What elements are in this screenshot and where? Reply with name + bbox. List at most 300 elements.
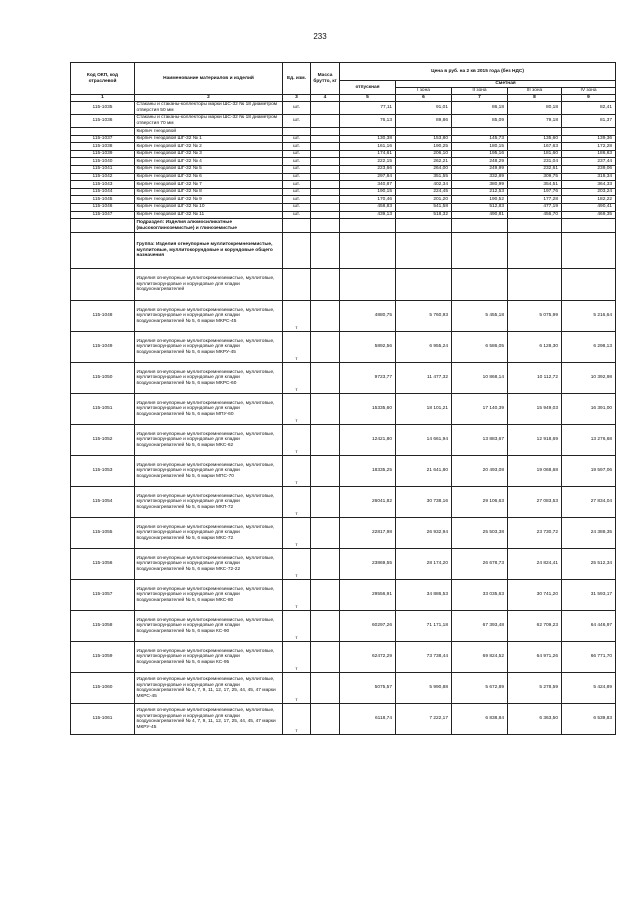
name-cell: Стаканы и стаканы-коллекторы марки ШС-32 № 18 диаметром отверстия 50 мм xyxy=(135,102,283,115)
code-cell: 115-1046 xyxy=(71,203,135,211)
header-unit: Ед. изм. xyxy=(283,63,311,95)
zone3-price-cell: 456,70 xyxy=(508,211,562,219)
name-cell: Изделия огнеупорные муллитокремнеземистые, муллитовые, муллитокорундовые и корундовые для кладки воздухонагревателей № 5, 6 марки МПУ-60 xyxy=(135,394,283,425)
unit-cell: т xyxy=(283,580,311,611)
zone4-price-cell: 186,63 xyxy=(562,150,616,158)
mass-cell xyxy=(311,158,340,166)
mass-cell xyxy=(311,135,340,143)
zone4-price-cell: 19 597,06 xyxy=(562,456,616,487)
name-cell: Стаканы и стаканы-коллекторы марки ШС-32 № 18 диаметром отверстия 70 мм xyxy=(135,115,283,128)
zone2-price-cell: 490,81 xyxy=(452,211,508,219)
zone2-price-cell: 85,09 xyxy=(452,115,508,128)
zone2-price-cell: 33 035,63 xyxy=(452,580,508,611)
code-cell: 115-1055 xyxy=(71,518,135,549)
table-row xyxy=(71,165,616,173)
zone1-price-cell: 91,01 xyxy=(396,102,452,115)
zone2-price-cell: 5 672,89 xyxy=(452,673,508,704)
page-number: 233 xyxy=(313,32,327,41)
zone3-price-cell: 27 083,53 xyxy=(508,487,562,518)
mass-cell xyxy=(311,363,340,394)
code-cell: 115-1036 xyxy=(71,115,135,128)
zone2-price-cell: 86,18 xyxy=(452,102,508,115)
mass-cell xyxy=(311,188,340,196)
unit-cell: шт. xyxy=(283,211,311,219)
release-price-cell: 9723,77 xyxy=(340,363,396,394)
zone3-price-cell: 5 278,59 xyxy=(508,673,562,704)
zone4-price-cell: 318,34 xyxy=(562,173,616,181)
column-number: 6 xyxy=(396,95,452,102)
table-row xyxy=(71,301,616,332)
code-cell: 115-1040 xyxy=(71,158,135,166)
header-name: Наименование материалов и изделий xyxy=(135,63,283,95)
zone2-price-cell: 17 140,39 xyxy=(452,394,508,425)
name-cell: Кирпич гнездовой ШГ-32 № 5 xyxy=(135,165,283,173)
name-cell: Кирпич гнездовой ШГ-32 № 10 xyxy=(135,203,283,211)
name-cell: Изделия огнеупорные муллитокремнеземистые, муллитовые, муллитокорундовые и корундовые для кладки воздухонагревателей № 5, 6 марки МКРУ-45 xyxy=(135,332,283,363)
release-price-cell: 12421,80 xyxy=(340,425,396,456)
code-cell: 115-1045 xyxy=(71,196,135,204)
zone4-price-cell: 239,06 xyxy=(562,165,616,173)
release-price-cell: 174,61 xyxy=(340,150,396,158)
code-cell: 115-1038 xyxy=(71,143,135,151)
unit-cell: шт. xyxy=(283,102,311,115)
zone3-price-cell: 62 709,23 xyxy=(508,611,562,642)
zone1-price-cell: 5 990,88 xyxy=(396,673,452,704)
zone3-price-cell: 197,76 xyxy=(508,188,562,196)
zone4-price-cell: 490,41 xyxy=(562,203,616,211)
zone2-price-cell: 512,83 xyxy=(452,203,508,211)
zone4-price-cell: 172,28 xyxy=(562,143,616,151)
zone4-price-cell: 469,35 xyxy=(562,211,616,219)
zone1-price-cell: 6 955,24 xyxy=(396,332,452,363)
zone3-price-cell: 309,75 xyxy=(508,173,562,181)
zone1-price-cell: 402,34 xyxy=(396,181,452,189)
header-row-1 xyxy=(71,63,616,81)
zone1-price-cell: 14 661,94 xyxy=(396,425,452,456)
unit-cell: шт. xyxy=(283,158,311,166)
group-title-brick: Кирпич гнездовой xyxy=(135,128,283,136)
column-number: 5 xyxy=(340,95,396,102)
mass-cell xyxy=(311,487,340,518)
mass-cell xyxy=(311,165,340,173)
table-row xyxy=(71,673,616,704)
zone3-price-cell: 181,60 xyxy=(508,150,562,158)
zone3-price-cell: 19 068,68 xyxy=(508,456,562,487)
release-price-cell: 5892,56 xyxy=(340,332,396,363)
subgroup-row xyxy=(71,269,616,301)
unit-cell: т xyxy=(283,704,311,735)
code-cell: 115-1048 xyxy=(71,301,135,332)
code-cell: 115-1035 xyxy=(71,102,135,115)
table-row xyxy=(71,456,616,487)
zone4-price-cell: 66 771,70 xyxy=(562,642,616,673)
unit-cell: шт. xyxy=(283,196,311,204)
zone4-price-cell: 6 298,13 xyxy=(562,332,616,363)
zone3-price-cell: 6 363,50 xyxy=(508,704,562,735)
release-price-cell: 15335,60 xyxy=(340,394,396,425)
zone2-price-cell: 25 503,38 xyxy=(452,518,508,549)
unit-cell: т xyxy=(283,549,311,580)
column-numbers-row xyxy=(71,95,616,102)
release-price-cell: 190,15 xyxy=(340,188,396,196)
table-row xyxy=(71,115,616,128)
mass-cell xyxy=(311,173,340,181)
brick-rows xyxy=(71,135,616,219)
zone2-price-cell: 190,52 xyxy=(452,196,508,204)
zone1-price-cell: 11 477,32 xyxy=(396,363,452,394)
zone2-price-cell: 248,29 xyxy=(452,158,508,166)
name-cell: Изделия огнеупорные муллитокремнеземистые, муллитовые, муллитокорундовые и корундовые для кладки воздухонагревателей № 5, 6 марки МКРС-45 xyxy=(135,301,283,332)
table-row xyxy=(71,181,616,189)
zone2-price-cell: 195,16 xyxy=(452,150,508,158)
zone4-price-cell: 139,36 xyxy=(562,135,616,143)
top-rows xyxy=(71,102,616,128)
table-row xyxy=(71,549,616,580)
unit-cell: шт. xyxy=(283,173,311,181)
column-number: 4 xyxy=(311,95,340,102)
code-cell: 115-1058 xyxy=(71,611,135,642)
subgroup-title: Изделия огнеупорные муллитокремнеземистые, муллитовые, муллитокорундовые и корундовые для кладки воздухонагревателей xyxy=(135,269,283,301)
header-release: отпускная xyxy=(340,81,396,95)
code-cell: 115-1057 xyxy=(71,580,135,611)
zone4-price-cell: 64 446,97 xyxy=(562,611,616,642)
unit-cell: т xyxy=(283,332,311,363)
unit-cell: шт. xyxy=(283,135,311,143)
header-zone1: I зона xyxy=(396,88,452,95)
table-row xyxy=(71,332,616,363)
code-cell: 115-1061 xyxy=(71,704,135,735)
table-row xyxy=(71,425,616,456)
table-row xyxy=(71,518,616,549)
zone4-price-cell: 25 512,34 xyxy=(562,549,616,580)
zone3-price-cell: 79,18 xyxy=(508,115,562,128)
name-cell: Изделия огнеупорные муллитокремнеземистые, муллитовые, муллитокорундовые и корундовые для кладки воздухонагревателей № 5, 6 марки МКРС-60 xyxy=(135,363,283,394)
name-cell: Изделия огнеупорные муллитокремнеземистые, муллитовые, муллитокорундовые и корундовые для кладки воздухонагревателей № 4, 7, 9, 11, 12, 17, 25, 44, 45, 47 марки МКРС-45 xyxy=(135,673,283,704)
zone1-price-cell: 153,80 xyxy=(396,135,452,143)
table-row xyxy=(71,704,616,735)
table-row xyxy=(71,135,616,143)
release-price-cell: 222,15 xyxy=(340,158,396,166)
zone1-price-cell: 7 222,17 xyxy=(396,704,452,735)
column-number: 3 xyxy=(283,95,311,102)
name-cell: Изделия огнеупорные муллитокремнеземистые, муллитовые, муллитокорундовые и корундовые для кладки воздухонагревателей № 5, 6 марки МКС-80 xyxy=(135,580,283,611)
zone1-price-cell: 264,00 xyxy=(396,165,452,173)
name-cell: Изделия огнеупорные муллитокремнеземистые, муллитовые, муллитокорундовые и корундовые для кладки воздухонагревателей № 5, 6 марки КС-90 xyxy=(135,611,283,642)
zone4-price-cell: 16 391,00 xyxy=(562,394,616,425)
zone2-price-cell: 26 678,73 xyxy=(452,549,508,580)
unit-cell: шт. xyxy=(283,143,311,151)
table-row xyxy=(71,394,616,425)
name-cell: Изделия огнеупорные муллитокремнеземистые, муллитовые, муллитокорундовые и корундовые для кладки воздухонагревателей № 5, 6 марки КС-95 xyxy=(135,642,283,673)
mass-cell xyxy=(311,642,340,673)
table-row xyxy=(71,642,616,673)
mass-cell xyxy=(311,143,340,151)
column-number: 9 xyxy=(562,95,616,102)
column-number: 1 xyxy=(71,95,135,102)
group-row xyxy=(71,128,616,136)
code-cell: 115-1060 xyxy=(71,673,135,704)
zone1-price-cell: 262,21 xyxy=(396,158,452,166)
unit-cell: шт. xyxy=(283,203,311,211)
zone1-price-cell: 30 738,16 xyxy=(396,487,452,518)
zone3-price-cell: 477,19 xyxy=(508,203,562,211)
table-row xyxy=(71,363,616,394)
release-price-cell: 161,16 xyxy=(340,143,396,151)
zone2-price-cell: 10 868,14 xyxy=(452,363,508,394)
unit-cell: т xyxy=(283,518,311,549)
column-number: 7 xyxy=(452,95,508,102)
zone3-price-cell: 167,63 xyxy=(508,143,562,151)
mass-cell xyxy=(311,704,340,735)
zone1-price-cell: 351,55 xyxy=(396,173,452,181)
zone1-price-cell: 224,45 xyxy=(396,188,452,196)
unit-cell: шт. xyxy=(283,181,311,189)
zone3-price-cell: 6 128,30 xyxy=(508,332,562,363)
code-cell: 115-1041 xyxy=(71,165,135,173)
zone4-price-cell: 31 593,17 xyxy=(562,580,616,611)
code-cell: 115-1056 xyxy=(71,549,135,580)
zone3-price-cell: 5 075,99 xyxy=(508,301,562,332)
mass-cell xyxy=(311,394,340,425)
release-price-cell: 18335,25 xyxy=(340,456,396,487)
name-cell: Кирпич гнездовой ШГ-32 № 1 xyxy=(135,135,283,143)
zone2-price-cell: 249,99 xyxy=(452,165,508,173)
release-price-cell: 223,66 xyxy=(340,165,396,173)
zone2-price-cell: 29 106,63 xyxy=(452,487,508,518)
zone2-price-cell: 380,99 xyxy=(452,181,508,189)
release-price-cell: 6118,74 xyxy=(340,704,396,735)
mass-cell xyxy=(311,301,340,332)
zone3-price-cell: 10 112,72 xyxy=(508,363,562,394)
mass-cell xyxy=(311,332,340,363)
zone2-price-cell: 332,89 xyxy=(452,173,508,181)
zone1-price-cell: 89,86 xyxy=(396,115,452,128)
header-okp: Код ОКП, код отраслевой xyxy=(71,63,135,95)
zone3-price-cell: 80,18 xyxy=(508,102,562,115)
code-cell: 115-1049 xyxy=(71,332,135,363)
release-price-cell: 458,83 xyxy=(340,203,396,211)
table-row xyxy=(71,102,616,115)
header-zone4: IV зона xyxy=(562,88,616,95)
mass-cell xyxy=(311,673,340,704)
table-row xyxy=(71,211,616,219)
table-row xyxy=(71,143,616,151)
name-cell: Кирпич гнездовой ШГ-32 № 8 xyxy=(135,188,283,196)
code-cell: 115-1044 xyxy=(71,188,135,196)
mass-cell xyxy=(311,102,340,115)
zone2-price-cell: 69 824,52 xyxy=(452,642,508,673)
header-estimated: Сметная xyxy=(396,81,616,88)
unit-cell: шт. xyxy=(283,165,311,173)
zone1-price-cell: 201,20 xyxy=(396,196,452,204)
zone1-price-cell: 21 641,80 xyxy=(396,456,452,487)
mass-cell xyxy=(311,611,340,642)
zone3-price-cell: 30 741,20 xyxy=(508,580,562,611)
header-price-title: Цена в руб. на 2 кв 2015 года (без НДС) xyxy=(340,63,616,81)
zone2-price-cell: 13 883,67 xyxy=(452,425,508,456)
zone4-price-cell: 10 392,98 xyxy=(562,363,616,394)
name-cell: Кирпич гнездовой ШГ-32 № 9 xyxy=(135,196,283,204)
table-row xyxy=(71,611,616,642)
mass-cell xyxy=(311,518,340,549)
price-table xyxy=(70,62,616,735)
zone3-price-cell: 24 824,41 xyxy=(508,549,562,580)
table-row xyxy=(71,150,616,158)
name-cell: Кирпич гнездовой ШГ-32 № 2 xyxy=(135,143,283,151)
zone4-price-cell: 364,33 xyxy=(562,181,616,189)
release-price-cell: 130,38 xyxy=(340,135,396,143)
mass-cell xyxy=(311,203,340,211)
code-cell: 115-1042 xyxy=(71,173,135,181)
zone3-price-cell: 231,04 xyxy=(508,158,562,166)
zone1-price-cell: 541,58 xyxy=(396,203,452,211)
zone4-price-cell: 237,44 xyxy=(562,158,616,166)
unit-cell: т xyxy=(283,673,311,704)
name-cell: Изделия огнеупорные муллитокремнеземистые, муллитовые, муллитокорундовые и корундовые для кладки воздухонагревателей № 5, 6 марки МКС-72-22 xyxy=(135,549,283,580)
name-cell: Кирпич гнездовой ШГ-32 № 11 xyxy=(135,211,283,219)
zone4-price-cell: 6 539,83 xyxy=(562,704,616,735)
zone4-price-cell: 182,22 xyxy=(562,196,616,204)
code-cell: 115-1037 xyxy=(71,135,135,143)
code-cell: 115-1053 xyxy=(71,456,135,487)
release-price-cell: 5075,57 xyxy=(340,673,396,704)
zone2-price-cell: 5 455,18 xyxy=(452,301,508,332)
zone3-price-cell: 354,51 xyxy=(508,181,562,189)
name-cell: Изделия огнеупорные муллитокремнеземистые, муллитовые, муллитокорундовые и корундовые для кладки воздухонагревателей № 5, 6 марки МПС-70 xyxy=(135,456,283,487)
mass-cell xyxy=(311,549,340,580)
unit-cell: шт. xyxy=(283,115,311,128)
code-cell: 115-1047 xyxy=(71,211,135,219)
zone1-price-cell: 28 174,20 xyxy=(396,549,452,580)
name-cell: Изделия огнеупорные муллитокремнеземистые, муллитовые, муллитокорундовые и корундовые для кладки воздухонагревателей № 5, 6 марки МКС-62 xyxy=(135,425,283,456)
unit-cell: т xyxy=(283,394,311,425)
zone3-price-cell: 15 949,03 xyxy=(508,394,562,425)
unit-cell: т xyxy=(283,642,311,673)
zone1-price-cell: 5 760,93 xyxy=(396,301,452,332)
zone2-price-cell: 6 838,84 xyxy=(452,704,508,735)
unit-cell: т xyxy=(283,301,311,332)
release-price-cell: 62472,29 xyxy=(340,642,396,673)
zone3-price-cell: 177,28 xyxy=(508,196,562,204)
mass-cell xyxy=(311,211,340,219)
zone1-price-cell: 206,10 xyxy=(396,150,452,158)
table-row xyxy=(71,487,616,518)
subsection-row xyxy=(71,219,616,233)
unit-cell: т xyxy=(283,487,311,518)
zone4-price-cell: 203,24 xyxy=(562,188,616,196)
code-cell: 115-1051 xyxy=(71,394,135,425)
release-price-cell: 29556,91 xyxy=(340,580,396,611)
empty-cell xyxy=(71,128,135,136)
code-cell: 115-1059 xyxy=(71,642,135,673)
unit-cell: шт. xyxy=(283,150,311,158)
zone4-price-cell: 24 388,35 xyxy=(562,518,616,549)
code-cell: 115-1043 xyxy=(71,181,135,189)
table-row xyxy=(71,173,616,181)
zone2-price-cell: 180,15 xyxy=(452,143,508,151)
release-price-cell: 170,46 xyxy=(340,196,396,204)
unit-cell: шт. xyxy=(283,188,311,196)
zone2-price-cell: 212,53 xyxy=(452,188,508,196)
zone1-price-cell: 34 886,53 xyxy=(396,580,452,611)
zone1-price-cell: 26 932,94 xyxy=(396,518,452,549)
mass-cell xyxy=(311,115,340,128)
mass-cell xyxy=(311,456,340,487)
name-cell: Изделия огнеупорные муллитокремнеземистые, муллитовые, муллитокорундовые и корундовые для кладки воздухонагревателей № 4, 7, 9, 11, 12, 17, 25, 44, 45, 47 марки МКРУ-45 xyxy=(135,704,283,735)
zone3-price-cell: 23 730,72 xyxy=(508,518,562,549)
header-zone2: II зона xyxy=(452,88,508,95)
release-price-cell: 297,84 xyxy=(340,173,396,181)
name-cell: Кирпич гнездовой ШГ-32 № 6 xyxy=(135,173,283,181)
name-cell: Кирпич гнездовой ШГ-32 № 4 xyxy=(135,158,283,166)
zone3-price-cell: 232,61 xyxy=(508,165,562,173)
table-row xyxy=(71,188,616,196)
table-row xyxy=(71,158,616,166)
zone3-price-cell: 12 918,69 xyxy=(508,425,562,456)
name-cell: Кирпич гнездовой ШГ-32 № 3 xyxy=(135,150,283,158)
table-row xyxy=(71,203,616,211)
code-cell: 115-1052 xyxy=(71,425,135,456)
group-row xyxy=(71,233,616,269)
code-cell: 115-1054 xyxy=(71,487,135,518)
refractory-rows xyxy=(71,301,616,735)
column-number: 2 xyxy=(135,95,283,102)
mass-cell xyxy=(311,425,340,456)
unit-cell: т xyxy=(283,456,311,487)
zone4-price-cell: 5 424,89 xyxy=(562,673,616,704)
header-zone3: III зона xyxy=(508,88,562,95)
code-cell: 115-1039 xyxy=(71,150,135,158)
zone1-price-cell: 73 738,44 xyxy=(396,642,452,673)
mass-cell xyxy=(311,150,340,158)
release-price-cell: 77,11 xyxy=(340,102,396,115)
name-cell: Изделия огнеупорные муллитокремнеземистые, муллитовые, муллитокорундовые и корундовые для кладки воздухонагревателей № 5, 6 марки МКП-72 xyxy=(135,487,283,518)
header-mass: Масса брутто, кг xyxy=(311,63,340,95)
zone3-price-cell: 135,60 xyxy=(508,135,562,143)
release-price-cell: 439,13 xyxy=(340,211,396,219)
zone3-price-cell: 64 971,26 xyxy=(508,642,562,673)
mass-cell xyxy=(311,181,340,189)
table-row xyxy=(71,196,616,204)
zone4-price-cell: 81,37 xyxy=(562,115,616,128)
release-price-cell: 340,87 xyxy=(340,181,396,189)
group-title-refractory: Группа: Изделия огнеупорные муллитокремнеземистые, муллитовые, муллитокорундовые и корундовые общего назначения xyxy=(135,233,283,269)
mass-cell xyxy=(311,580,340,611)
zone2-price-cell: 20 493,08 xyxy=(452,456,508,487)
release-price-cell: 26041,82 xyxy=(340,487,396,518)
zone1-price-cell: 190,25 xyxy=(396,143,452,151)
release-price-cell: 23869,55 xyxy=(340,549,396,580)
release-price-cell: 60297,26 xyxy=(340,611,396,642)
mass-cell xyxy=(311,196,340,204)
subsection-title: Подраздел: Изделия алюмосиликатные (высокоглиноземистые) и глиноземистые xyxy=(135,219,283,233)
table-row xyxy=(71,580,616,611)
zone4-price-cell: 5 216,64 xyxy=(562,301,616,332)
unit-cell: т xyxy=(283,425,311,456)
name-cell: Кирпич гнездовой ШГ-32 № 7 xyxy=(135,181,283,189)
zone2-price-cell: 6 586,05 xyxy=(452,332,508,363)
unit-cell: т xyxy=(283,363,311,394)
zone1-price-cell: 518,32 xyxy=(396,211,452,219)
name-cell: Изделия огнеупорные муллитокремнеземистые, муллитовые, муллитокорундовые и корундовые для кладки воздухонагревателей № 5, 6 марки МКС-72 xyxy=(135,518,283,549)
zone2-price-cell: 67 393,48 xyxy=(452,611,508,642)
zone4-price-cell: 27 834,04 xyxy=(562,487,616,518)
zone1-price-cell: 18 101,21 xyxy=(396,394,452,425)
code-cell: 115-1050 xyxy=(71,363,135,394)
zone4-price-cell: 13 276,68 xyxy=(562,425,616,456)
zone1-price-cell: 71 171,18 xyxy=(396,611,452,642)
release-price-cell: 76,13 xyxy=(340,115,396,128)
